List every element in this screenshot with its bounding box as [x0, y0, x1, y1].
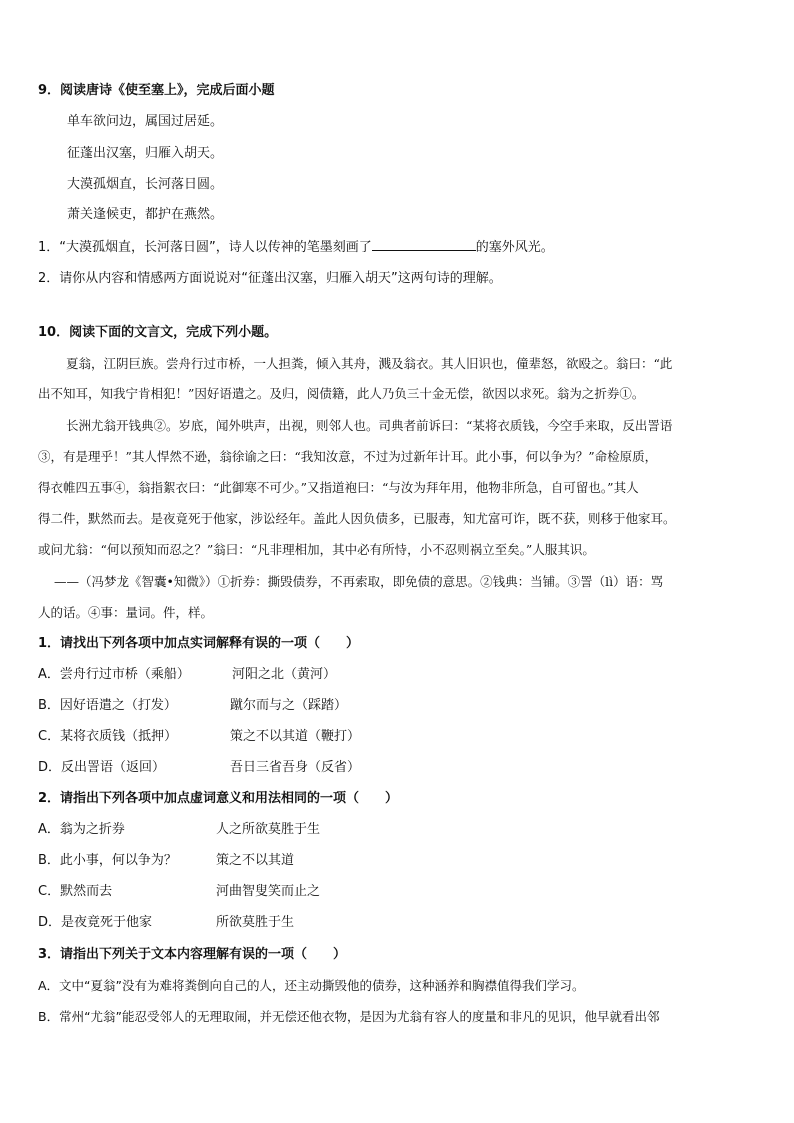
question-10-3-option-b: B．常州“尤翁”能忍受邻人的无理取闹，并无偿还他衣物，是因为尤翁有容人的度量和非凡的见识，他早就看出邻 — [38, 1009, 660, 1024]
question-10-1-option-d-compare: 吾日三省吾身（反省） — [230, 760, 361, 775]
poem-line-2: 征蓬出汉塞，归雁入胡天。 — [67, 146, 224, 161]
question-10-1-option-a: A．尝舟行过市桥（乘船） — [38, 667, 190, 682]
question-10-2-option-c: C．默然而去 — [38, 884, 113, 899]
question-10-3-stem: 3．请指出下列关于文本内容理解有误的一项（ ） — [38, 947, 347, 962]
passage-line-6: 得二件，默然而去。是夜竟死于他家，涉讼经年。盖此人因负债多，已服毒，知尤富可诈，既不获，则移于他家耳。 — [38, 511, 676, 526]
question-9-1 — [38, 238, 554, 257]
question-10-2-option-d: D．是夜竟死于他家 — [38, 915, 153, 930]
passage-line-4: ③，有是理乎！”其人悍然不逊，翁徐谕之曰：“我知汝意，不过为过新年计耳。此小事，何以争为？”命检原质， — [38, 449, 658, 464]
question-10-3-option-a: A．文中“夏翁”没有为难将粪倒向自己的人，还主动撕毁他的债券，这种涵养和胸襟值得我们学习。 — [38, 978, 585, 993]
question-10-1-option-c-compare: 策之不以其道（鞭打） — [230, 729, 361, 744]
question-10-1-option-b-compare: 蹴尔而与之（踩踏） — [230, 698, 348, 713]
question-10-1-option-d: D．反出詈语（返回） — [38, 760, 166, 775]
passage-line-1: 夏翁，江阴巨族。尝舟行过市桥，一人担粪，倾入其舟，溅及翁衣。其人旧识也，僮辈怒，欲殴之。翁曰：“此 — [66, 356, 673, 371]
passage-line-5: 得衣帷四五事④，翁指絮衣曰：“此御寒不可少。”又指道袍曰：“与汝为拜年用，他物非所急，自可留也。”其人 — [38, 480, 639, 495]
question-10-2-option-b: B．此小事，何以争为？ — [38, 853, 177, 868]
question-10-2-option-a: A．翁为之折券 — [38, 822, 125, 837]
passage-source-cont: 人的话。④事：量词。件，样。 — [38, 605, 214, 620]
question-9-title: 9．阅读唐诗《使至塞上》，完成后面小题 — [38, 83, 275, 98]
question-9-2: 2．请你从内容和情感两方面说说对“征蓬出汉塞，归雁入胡天”这两句诗的理解。 — [38, 271, 502, 286]
passage-source: ——（冯梦龙《智囊•知微》）①折券：撕毁债券，不再索取，即免债的意思。②钱典：当铺。③詈（lì）语：骂 — [54, 574, 664, 589]
question-10-2-option-c-compare: 河曲智叟笑而止之 — [216, 884, 321, 899]
question-10-2-option-a-compare: 人之所欲莫胜于生 — [216, 822, 321, 837]
question-10-1-option-b: B．因好语遣之（打发） — [38, 698, 177, 713]
passage-line-7: 或问尤翁：“何以预知而忍之？”翁曰：“凡非理相加，其中必有所恃，小不忍则祸立至矣。”人服其识。 — [38, 542, 595, 557]
question-9-1-text-before: 1．“大漠孤烟直，长河落日圆”，诗人以传神的笔墨刻画了 — [38, 240, 372, 255]
question-10-title: 10．阅读下面的文言文，完成下列小题。 — [38, 325, 278, 340]
question-10-1-option-c: C．某将衣质钱（抵押） — [38, 729, 178, 744]
passage-line-2: 出不知耳，知我宁肯相犯！”因好语遣之。及归，阅债籍，此人乃负三十金无偿，欲因以求死。翁为之折券①。 — [38, 386, 645, 401]
passage-line-3: 长洲尤翁开钱典②。岁底，闻外哄声，出视，则邻人也。司典者前诉曰：“某将衣质钱，今空手来取，反出詈语 — [66, 418, 673, 433]
question-10-2-option-b-compare: 策之不以其道 — [216, 853, 295, 868]
question-10-1-stem: 1．请找出下列各项中加点实词解释有误的一项（ ） — [38, 636, 360, 651]
poem-line-3: 大漠孤烟直，长河落日圆。 — [67, 177, 224, 192]
poem-line-4: 萧关逢候吏，都护在燕然。 — [67, 207, 224, 222]
question-10-2-stem: 2．请指出下列各项中加点虚词意义和用法相同的一项（ ） — [38, 791, 399, 806]
question-10-2-option-d-compare: 所欲莫胜于生 — [216, 915, 295, 930]
question-9-1-text-after: 的塞外风光。 — [475, 240, 554, 255]
question-10-1-option-a-compare: 河阳之北（黄河） — [232, 667, 337, 682]
poem-line-1: 单车欲问边，属国过居延。 — [67, 114, 224, 129]
answer-blank — [372, 238, 476, 251]
